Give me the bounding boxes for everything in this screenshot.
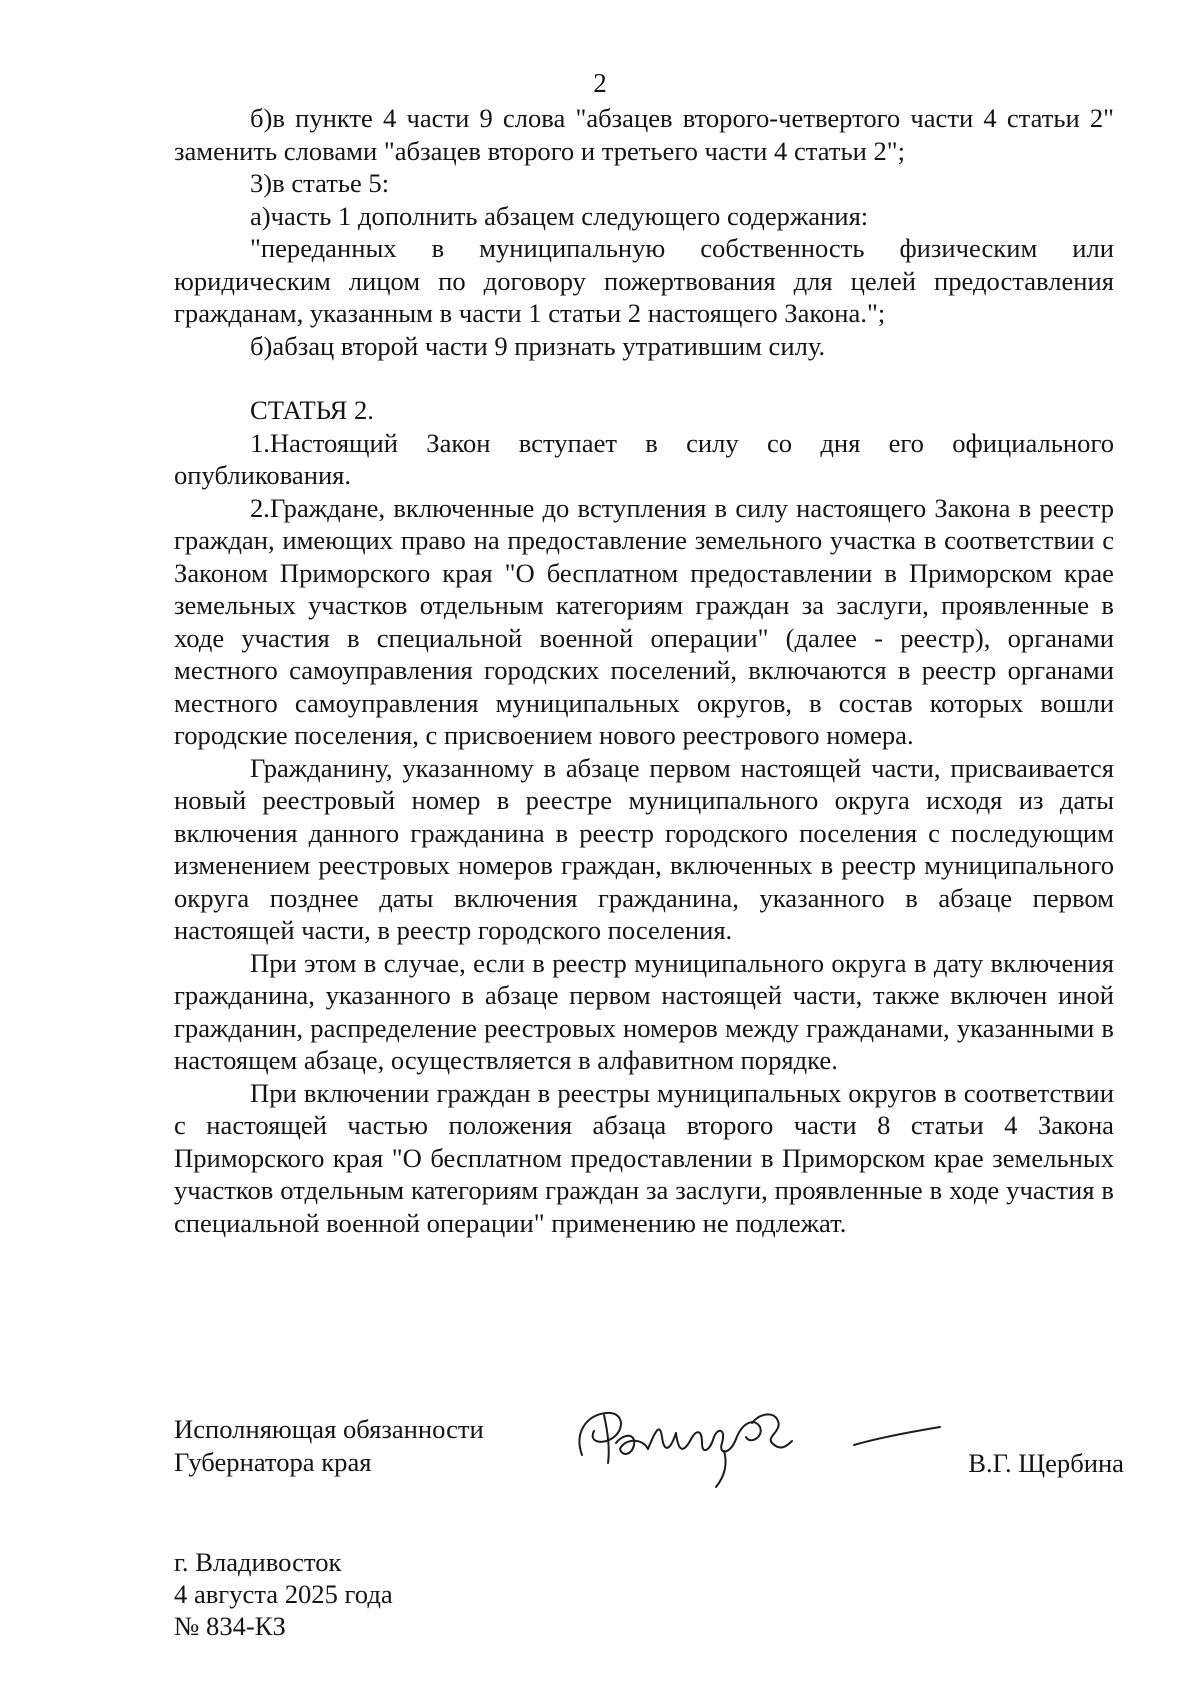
- document-body: [174, 102, 1114, 1239]
- amendment-paragraph: б)в пункте 4 части 9 слова "абзацев второго-четвертого части 4 статьи 2" заменить словами "абзацев второго и третьего части 4 статьи 2";: [174, 103, 1114, 166]
- page-number: 2: [593, 68, 607, 98]
- article-paragraph: При этом в случае, если в реестр муниципального округа в дату включения гражданина, указанного в абзаце первом настоящей части, также включен иной гражданин, распределение реестровых номеров между гражданами, указанными в настоящем абзаце, осуществляется в алфавитном порядке.: [174, 947, 1114, 1075]
- section-gap: [174, 362, 1114, 394]
- amendment-paragraph: 3)в статье 5:: [250, 168, 390, 198]
- article-paragraph: 2.Граждане, включенные до вступления в силу настоящего Закона в реестр граждан, имеющих право на предоставление земельного участка в соответствии с Законом Приморского края "О бесплатном предоставлении в Приморском крае земельных участков отдельным категориям граждан за заслуги, проявленные в ходе участия в специальной военной операции" (далее - реестр), органами местного самоуправления городских поселений, включаются в реестр органами местного самоуправления муниципальных округов, в состав которых вошли городские поселения, с присвоением нового реестрового номера.: [174, 492, 1114, 750]
- signatory-position-line: Исполняющая обязанности: [174, 1414, 484, 1444]
- amendment-paragraph: "переданных в муниципальную собственность физическим или юридическим лицом по договору пожертвования для целей предоставления гражданам, указанным в части 1 статьи 2 настоящего Закона.";: [174, 233, 1114, 328]
- signatory-name: В.Г. Щербина: [968, 1448, 1124, 1478]
- document-footer: [174, 1546, 393, 1642]
- amendment-paragraph: а)часть 1 дополнить абзацем следующего содержания:: [250, 200, 869, 231]
- law-number: № 834-КЗ: [174, 1611, 286, 1641]
- amendment-paragraph: б)абзац второй части 9 признать утратившим силу.: [250, 330, 826, 361]
- signatory-position-line: Губернатора края: [174, 1446, 372, 1477]
- article-paragraph: 1.Настоящий Закон вступает в силу со дня его официального опубликования.: [174, 427, 1114, 490]
- article-paragraph: Гражданину, указанному в абзаце первом настоящей части, присваивается новый реестровый номер в реестре муниципального округа исходя из даты включения данного гражданина в реестр городского поселения с последующим изменением реестровых номеров граждан, включенных в реестр муниципального округа позднее даты включения гражданина, указанного в абзаце первом настоящей части, в реестр городского поселения.: [174, 752, 1114, 945]
- signature-block: [174, 1413, 1124, 1513]
- issue-city: г. Владивосток: [174, 1547, 342, 1577]
- issue-date: 4 августа 2025 года: [174, 1579, 393, 1609]
- handwritten-signature: [564, 1393, 944, 1493]
- article-heading: СТАТЬЯ 2.: [250, 395, 374, 425]
- article-paragraph: При включении граждан в реестры муниципальных округов в соответствии с настоящей частью положения абзаца второго части 8 статьи 4 Закона Приморского края "О бесплатном предоставлении в Приморском крае земельных участков отдельным категориям граждан за заслуги, проявленные в ходе участия в специальной военной операции" применению не подлежат.: [174, 1077, 1114, 1238]
- signatory-position: [174, 1413, 484, 1478]
